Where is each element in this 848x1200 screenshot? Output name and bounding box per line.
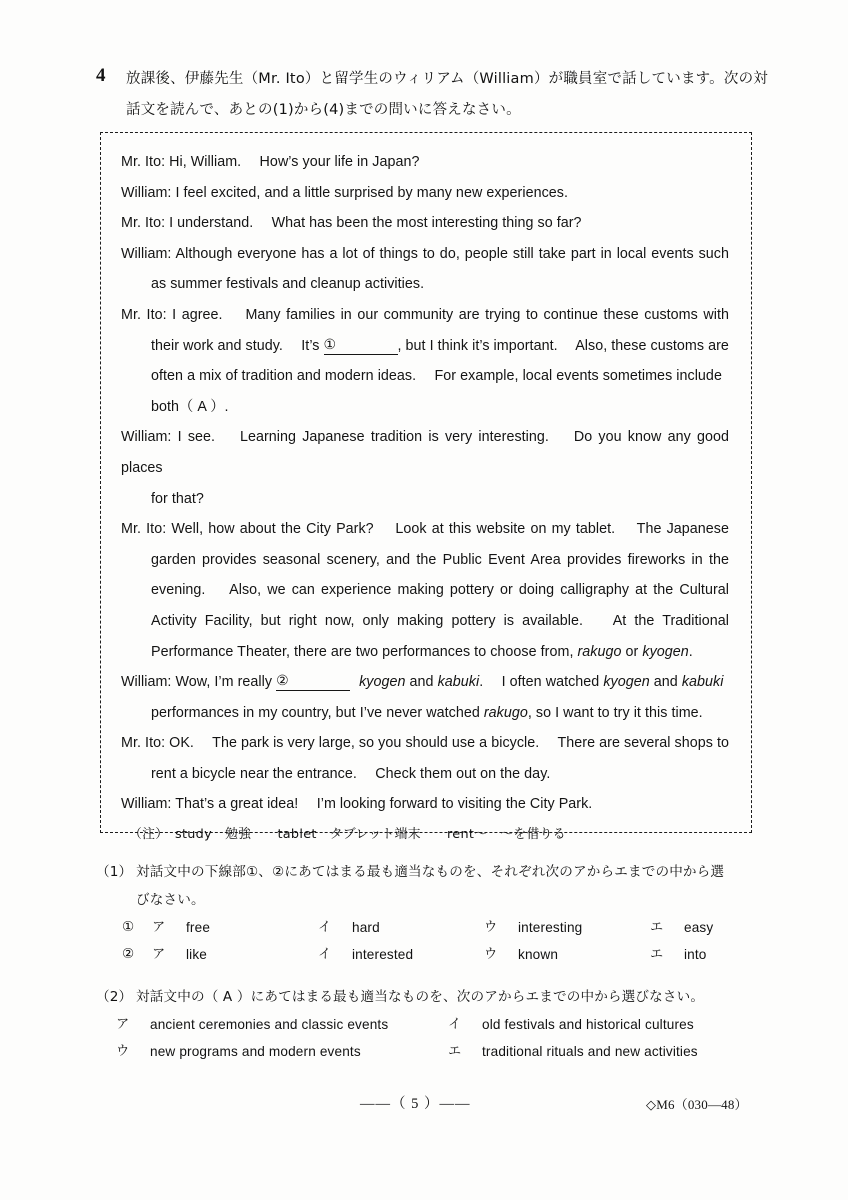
- option-row-number: ①: [122, 919, 135, 935]
- option-label: new programs and modern events: [150, 1044, 361, 1059]
- option-c[interactable]: [484, 914, 650, 941]
- option-label: easy: [684, 920, 714, 935]
- dialogue-text: William: Wow, I’m really: [121, 674, 277, 691]
- option-key: エ: [650, 920, 664, 935]
- question-2: [96, 983, 772, 1065]
- option-label: traditional rituals and new activities: [482, 1044, 698, 1059]
- dialogue-text: , but I think it’s important. Also, these customs are: [397, 337, 729, 354]
- dialogue-line-with-blank: [121, 331, 729, 362]
- option-c[interactable]: [116, 1038, 448, 1065]
- option-row-number: ②: [122, 946, 135, 962]
- option-b[interactable]: [318, 914, 484, 941]
- italic-term-kabuki: kabuki: [681, 674, 724, 691]
- dialogue-line: Mr. Ito: OK. The park is very large, so you should use a bicycle. There are several shops to: [121, 735, 729, 752]
- dialogue-line: [121, 637, 729, 668]
- dialogue-line-with-blank: [121, 667, 729, 698]
- option-label: into: [684, 947, 707, 962]
- dialogue-text: their work and study. It’s: [151, 337, 324, 354]
- italic-term-kabuki: kabuki: [437, 674, 480, 691]
- dialogue-turn: [121, 422, 729, 514]
- dialogue-turn: [121, 514, 729, 667]
- dialogue-line: Mr. Ito: Hi, William. How’s your life in Japan?: [121, 154, 420, 170]
- dialogue-turn: [121, 667, 729, 728]
- dialogue-text: Performance Theater, there are two performances to choose from,: [151, 643, 578, 660]
- heading-row: [96, 64, 768, 95]
- question-1-text: 対話文中の下線部①、②にあてはまる最も適当なものを、それぞれ次のアからエまでの中から選: [136, 864, 725, 880]
- question-2-head: [96, 983, 772, 1011]
- option-key: ア: [116, 1017, 130, 1032]
- question-1-head: [96, 858, 772, 886]
- page-number: ——（ 5 ）——: [360, 1096, 471, 1112]
- dialogue-text: , so I want to try it this time.: [527, 704, 703, 721]
- option-label: hard: [352, 920, 380, 935]
- dialogue-turn: [121, 728, 729, 789]
- option-d[interactable]: [650, 941, 816, 968]
- dialogue-text: .: [688, 643, 693, 660]
- dialogue-text: and: [649, 674, 682, 691]
- dialogue-line: Activity Facility, but right now, only making pottery is available. At the Traditional: [151, 612, 729, 629]
- vocabulary-notes: （注） study 勉強 tablet タブレット端末 rent～ ～を借りる: [129, 827, 566, 843]
- dialogue-line: William: I see. Learning Japanese tradition is very interesting. Do you know any good places: [121, 429, 729, 476]
- dialogue-line: William: I feel excited, and a little surprised by many new experiences.: [121, 184, 568, 201]
- dialogue-content: [101, 133, 751, 860]
- option-key: ア: [152, 920, 166, 935]
- answer-blank-2[interactable]: ②: [276, 670, 350, 691]
- option-label: like: [186, 947, 207, 962]
- option-key: イ: [318, 920, 332, 935]
- dialogue-line: William: That’s a great idea! I’m looking forward to visiting the City Park.: [121, 796, 593, 813]
- document-code: ◇M6（030—48）: [646, 1097, 748, 1112]
- dialogue-line: evening. Also, we can experience making pottery or doing calligraphy at the Cultural: [151, 582, 729, 599]
- question-number: 4: [96, 65, 106, 86]
- option-row-1: [122, 914, 772, 941]
- italic-term-kyogen: kyogen: [642, 643, 689, 660]
- option-b[interactable]: [448, 1011, 780, 1038]
- dialogue-line: both（ A ）.: [151, 398, 229, 415]
- dialogue-line: Mr. Ito: Well, how about the City Park? Look at this website on my tablet. The Japanese: [121, 521, 729, 538]
- question-2-label: （2）: [96, 989, 133, 1005]
- option-a[interactable]: [152, 941, 318, 968]
- dialogue-line: William: Although everyone has a lot of things to do, people still take part in local events such: [121, 245, 729, 262]
- dialogue-line: garden provides seasonal scenery, and the Public Event Area provides fireworks in the: [151, 551, 729, 568]
- dialogue-line: [121, 698, 729, 729]
- option-d[interactable]: [448, 1038, 780, 1065]
- option-a[interactable]: [152, 914, 318, 941]
- dialogue-line: as summer festivals and cleanup activities.: [151, 276, 425, 293]
- dialogue-turn: [121, 178, 729, 209]
- italic-term-kyogen: kyogen: [359, 674, 406, 691]
- dialogue-box: [100, 132, 752, 843]
- option-a[interactable]: [116, 1011, 448, 1038]
- option-row-2: [122, 941, 772, 968]
- italic-term-rakugo: rakugo: [483, 704, 528, 721]
- option-row-1: [116, 1011, 772, 1038]
- dialogue-line: for that?: [151, 490, 204, 507]
- option-row-2: [116, 1038, 772, 1065]
- option-label: known: [518, 947, 559, 962]
- dialogue-text: or: [621, 643, 643, 660]
- answer-blank-1[interactable]: ①: [324, 334, 398, 355]
- heading-line-2: 話文を読んで、あとの(1)から(4)までの問いに答えなさい。: [126, 102, 521, 118]
- option-key: ア: [152, 947, 166, 962]
- option-d[interactable]: [650, 914, 816, 941]
- dialogue-turn: [121, 147, 729, 178]
- question-2-text: 対話文中の（ A ）にあてはまる最も適当なものを、次のアからエまでの中から選びなさい。: [136, 989, 705, 1005]
- dialogue-turn: [121, 239, 729, 300]
- dialogue-turn: [121, 789, 729, 820]
- option-label: interested: [352, 947, 414, 962]
- option-label: interesting: [518, 920, 583, 935]
- dialogue-text: performances in my country, but I’ve never watched: [151, 704, 484, 721]
- option-key: イ: [448, 1017, 462, 1032]
- dialogue-turn: [121, 300, 729, 422]
- question-1: [96, 858, 772, 968]
- italic-term-rakugo: rakugo: [577, 643, 622, 660]
- option-key: イ: [318, 947, 332, 962]
- heading-line-1: 放課後、伊藤先生（Mr. Ito）と留学生のウィリアム（William）が職員室で話しています。次の対: [126, 71, 768, 87]
- option-b[interactable]: [318, 941, 484, 968]
- page-footer: [0, 1092, 848, 1118]
- dialogue-turn: [121, 208, 729, 239]
- option-label: old festivals and historical cultures: [482, 1017, 694, 1032]
- dialogue-line: rent a bicycle near the entrance. Check them out on the day.: [151, 765, 551, 782]
- option-key: ウ: [484, 920, 498, 935]
- question-heading: [96, 64, 768, 126]
- dialogue-text: . I often watched: [479, 674, 604, 691]
- option-c[interactable]: [484, 941, 650, 968]
- option-key: ウ: [116, 1044, 130, 1059]
- option-label: ancient ceremonies and classic events: [150, 1017, 389, 1032]
- option-key: エ: [448, 1044, 462, 1059]
- question-1-text-cont: びなさい。: [136, 892, 205, 908]
- italic-term-kyogen: kyogen: [603, 674, 650, 691]
- dialogue-text: and: [405, 674, 438, 691]
- dialogue-line: Mr. Ito: I understand. What has been the most interesting thing so far?: [121, 215, 582, 232]
- dialogue-line: often a mix of tradition and modern ideas. For example, local events sometimes include: [151, 368, 722, 385]
- question-1-label: （1）: [96, 864, 133, 880]
- option-key: ウ: [484, 947, 498, 962]
- dialogue-line: Mr. Ito: I agree. Many families in our community are trying to continue these customs with: [121, 306, 729, 323]
- option-label: free: [186, 920, 211, 935]
- option-key: エ: [650, 947, 664, 962]
